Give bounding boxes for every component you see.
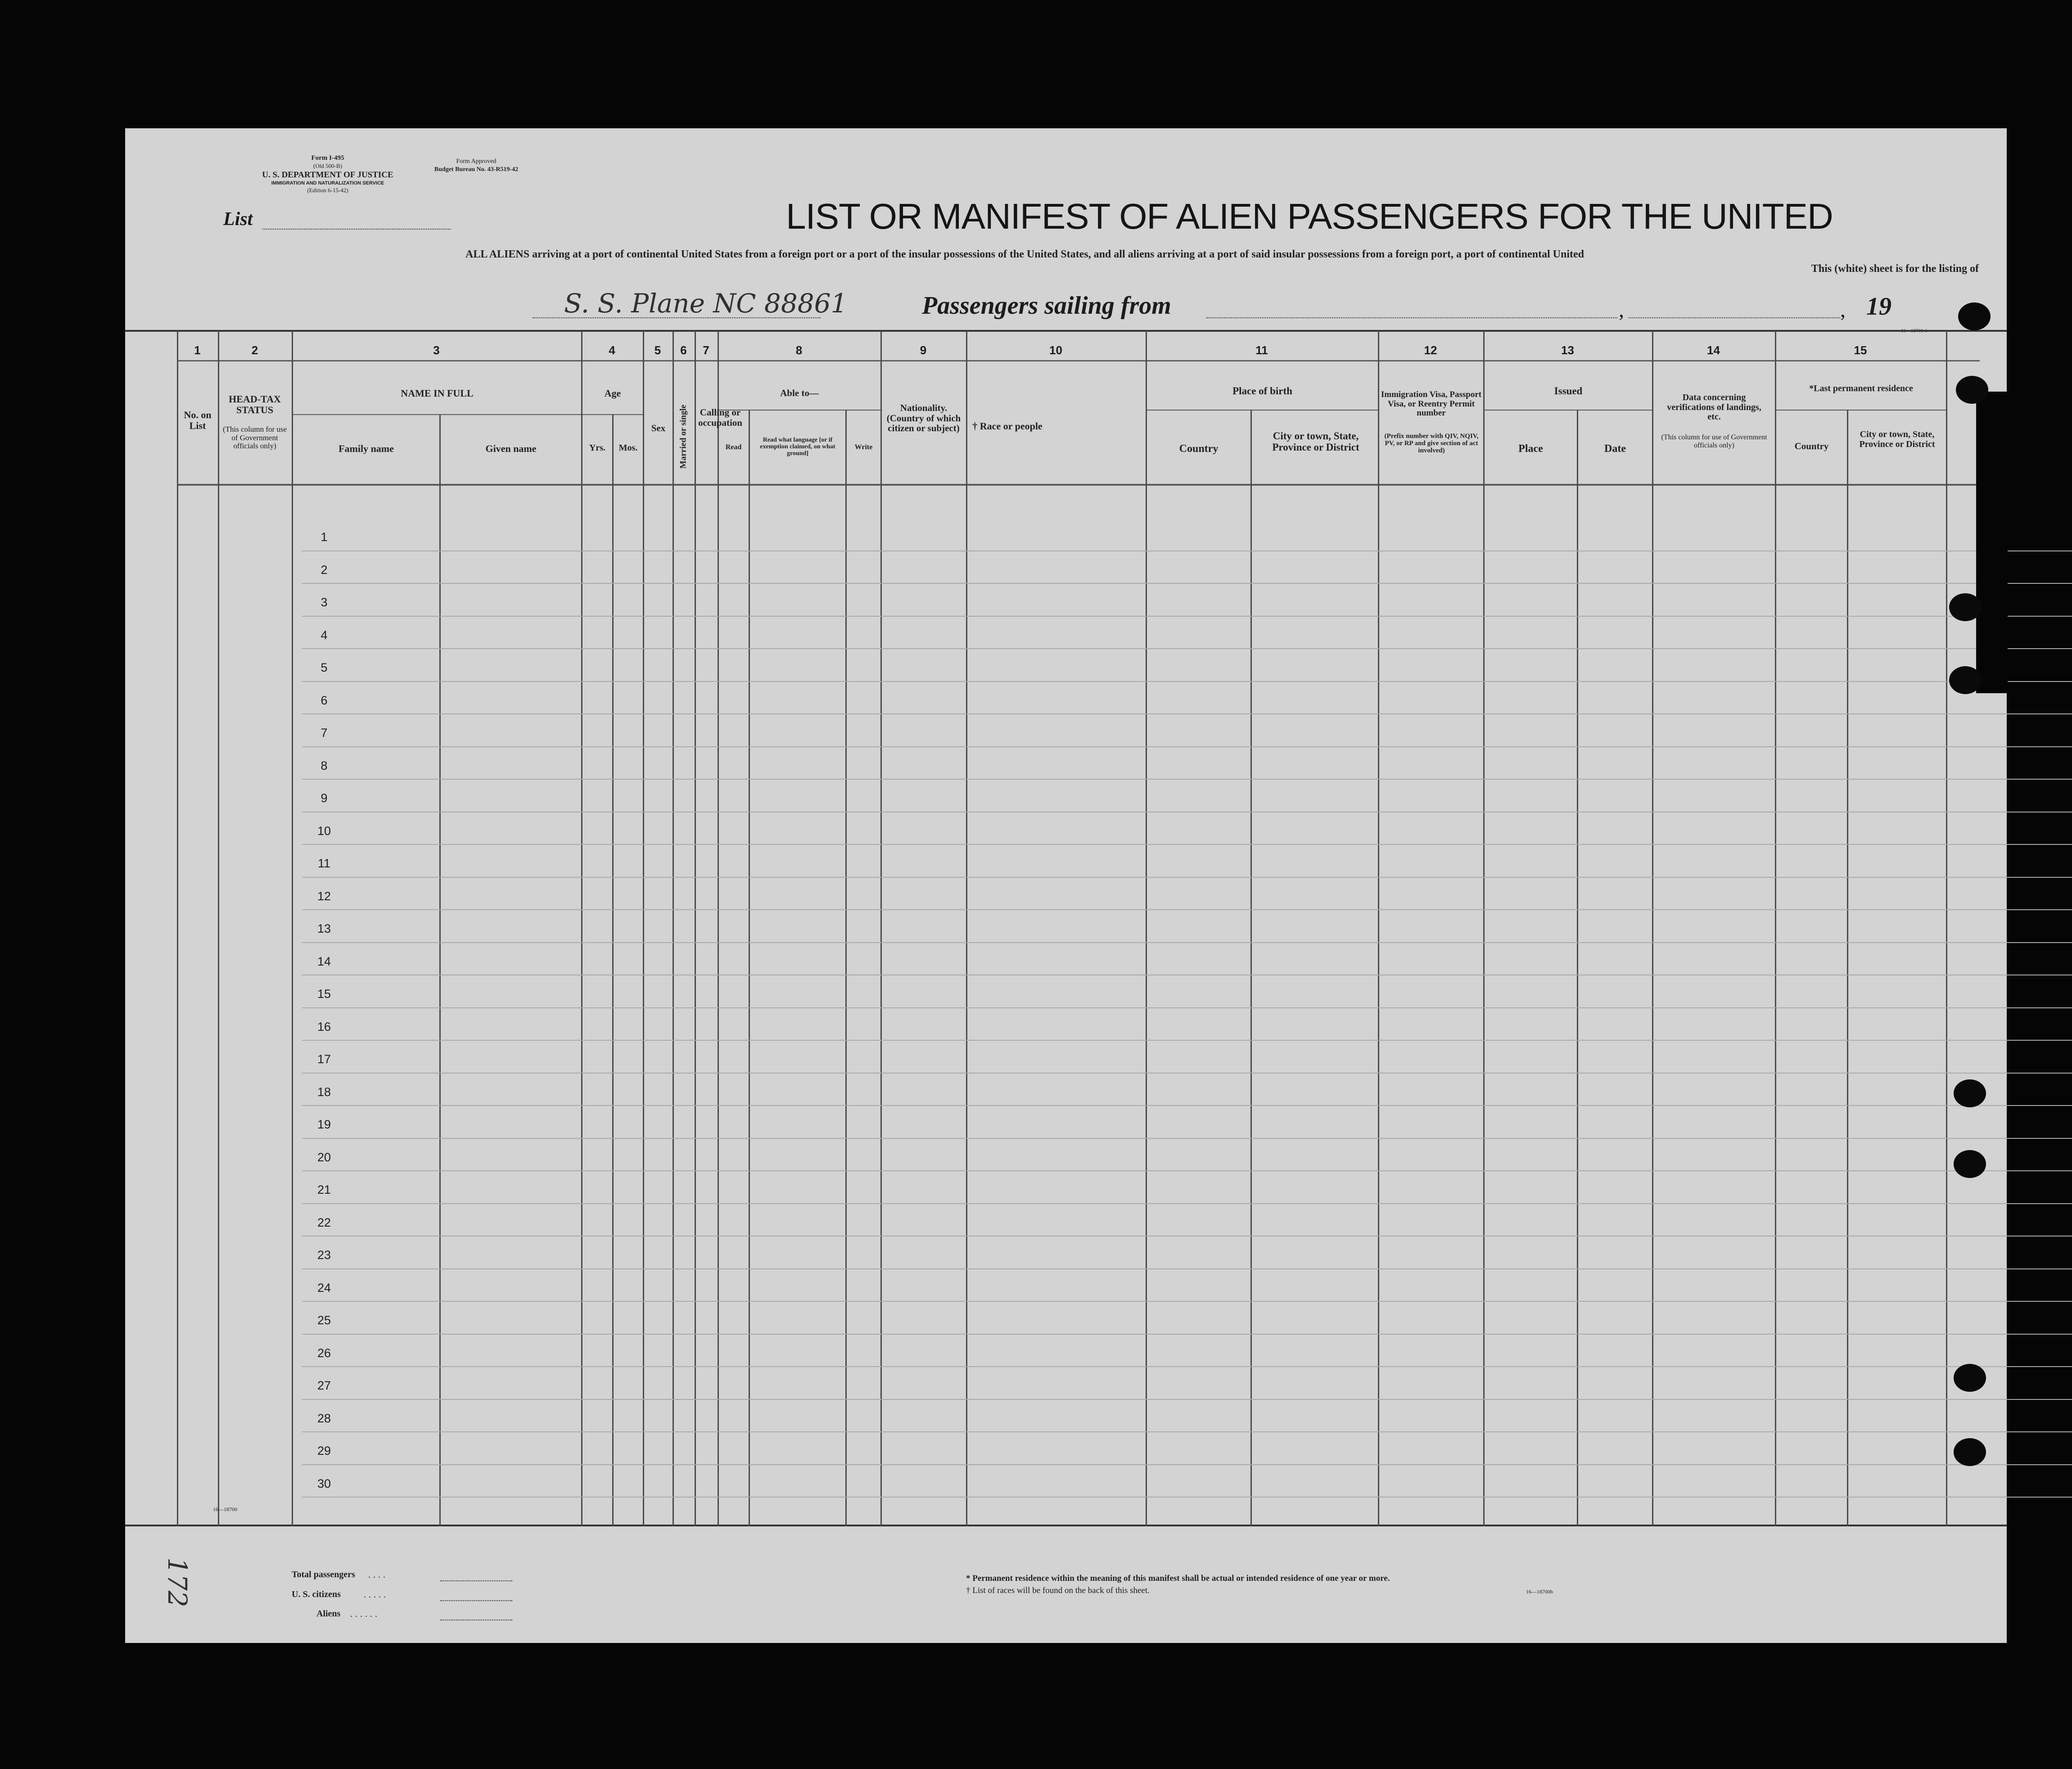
row-rule bbox=[302, 1170, 2072, 1171]
row-rule bbox=[302, 1366, 2072, 1367]
us-citizens-field[interactable] bbox=[440, 1600, 512, 1601]
row-number: 11 bbox=[317, 857, 331, 870]
budget-bureau: Budget Bureau No. 43-R519-42 bbox=[434, 166, 519, 173]
header-issued-place: Place bbox=[1518, 443, 1543, 455]
col-line bbox=[1775, 331, 1776, 1526]
row-rule bbox=[302, 583, 2072, 584]
year-prefix: 19 bbox=[1866, 293, 1891, 320]
header-bottom-rule bbox=[177, 484, 1980, 486]
header-mos: Mos. bbox=[618, 443, 638, 453]
row-rule bbox=[302, 1497, 2072, 1498]
col-line bbox=[1847, 410, 1848, 1526]
binder-hole bbox=[1958, 302, 1991, 330]
column-number-rule bbox=[177, 360, 1980, 361]
list-label: List bbox=[223, 209, 253, 230]
row-rule bbox=[302, 909, 2072, 910]
row-number: 18 bbox=[317, 1085, 331, 1099]
row-number: 10 bbox=[317, 824, 331, 838]
col-line bbox=[218, 331, 219, 1526]
row-rule bbox=[302, 1138, 2072, 1139]
sailing-label: Passengers sailing from bbox=[922, 292, 1171, 320]
row-number: 27 bbox=[317, 1379, 331, 1392]
us-citizens-dots: ..... bbox=[364, 1590, 388, 1600]
header-res-country: Country bbox=[1794, 441, 1829, 451]
us-citizens-label: U. S. citizens bbox=[292, 1589, 341, 1599]
binder-hole bbox=[1949, 666, 1982, 694]
form-approved: Form Approved bbox=[456, 158, 497, 165]
row-number: 25 bbox=[317, 1313, 331, 1327]
col-line bbox=[177, 331, 178, 1526]
footnote-residence: * Permanent residence within the meaning of this manifest shall be actual or intended residence of one year or more. bbox=[966, 1574, 1390, 1583]
header-birth-country: Country bbox=[1179, 443, 1219, 455]
total-passengers-label: Total passengers bbox=[292, 1570, 355, 1579]
name-sub-rule bbox=[293, 414, 581, 415]
header-issued-date: Date bbox=[1604, 443, 1626, 455]
header-family-name: Family name bbox=[339, 443, 394, 454]
row-rule bbox=[302, 681, 2072, 682]
row-rule bbox=[302, 648, 2072, 649]
row-number: 28 bbox=[317, 1412, 331, 1425]
header-issued: Issued bbox=[1554, 385, 1583, 397]
col-line bbox=[880, 331, 882, 1526]
header-race: † Race or people bbox=[972, 420, 1043, 432]
table-bottom-rule bbox=[125, 1525, 2007, 1526]
col-number-11: 11 bbox=[1255, 343, 1268, 357]
binder-hole bbox=[1949, 593, 1982, 621]
header-married: Married or single bbox=[678, 404, 688, 469]
row-number: 8 bbox=[321, 759, 328, 772]
col-number-10: 10 bbox=[1049, 343, 1062, 357]
header-calling: Calling or occupation bbox=[698, 407, 742, 428]
print-code-bottom: 16—18700 bbox=[213, 1506, 237, 1512]
service-name: IMMIGRATION AND NATURALIZATION SERVICE bbox=[271, 181, 384, 186]
header-able-to: Able to— bbox=[780, 388, 819, 398]
comma-2: , bbox=[1840, 298, 1846, 322]
row-number: 9 bbox=[321, 791, 328, 805]
issued-sub-rule bbox=[1485, 410, 1653, 411]
binder-hole bbox=[1956, 376, 1988, 404]
row-number: 14 bbox=[317, 955, 331, 968]
comma: , bbox=[1619, 298, 1624, 322]
col-number-2: 2 bbox=[251, 343, 258, 357]
col-line bbox=[718, 331, 719, 1526]
row-rule bbox=[302, 746, 2072, 747]
col-line bbox=[581, 331, 582, 1526]
row-number: 7 bbox=[321, 726, 328, 740]
col-number-5: 5 bbox=[654, 343, 661, 357]
binder-hole bbox=[1954, 1150, 1986, 1178]
binder-hole bbox=[1954, 1438, 1986, 1466]
col-line bbox=[612, 414, 614, 1526]
row-number: 1 bbox=[321, 530, 328, 544]
row-rule bbox=[302, 616, 2072, 617]
row-number: 21 bbox=[317, 1183, 331, 1196]
col-number-7: 7 bbox=[703, 343, 709, 357]
col-line bbox=[749, 410, 750, 1526]
row-number: 5 bbox=[321, 661, 328, 674]
row-rule bbox=[302, 1301, 2072, 1302]
row-rule bbox=[302, 1399, 2072, 1400]
row-rule bbox=[302, 1073, 2072, 1074]
row-rule bbox=[302, 1334, 2072, 1335]
header-visa: Immigration Visa, Passport Visa, or Reentry Permit number bbox=[1381, 390, 1482, 418]
col-line bbox=[1378, 331, 1379, 1526]
col-line bbox=[1946, 331, 1947, 1526]
header-given-name: Given name bbox=[485, 443, 537, 454]
aliens-dots: ...... bbox=[350, 1609, 380, 1619]
row-rule bbox=[302, 1007, 2072, 1008]
header-verifications-note: (This column for use of Government officials only) bbox=[1661, 433, 1767, 449]
row-number: 16 bbox=[317, 1020, 331, 1033]
row-number: 6 bbox=[321, 694, 328, 707]
header-visa-note: (Prefix number with QIV, NQIV, PV, or RP and give section of act involved) bbox=[1384, 433, 1479, 455]
total-passengers-field[interactable] bbox=[440, 1580, 512, 1581]
col-number-4: 4 bbox=[609, 343, 615, 357]
footnote-races: † List of races will be found on the back of this sheet. bbox=[966, 1586, 1150, 1595]
row-rule bbox=[302, 1431, 2072, 1432]
header-head-tax: HEAD-TAX STATUS bbox=[229, 393, 281, 415]
header-age: Age bbox=[604, 388, 621, 399]
row-rule bbox=[302, 1203, 2072, 1204]
row-number: 3 bbox=[321, 596, 328, 609]
header-read: Read bbox=[725, 443, 742, 451]
page-title: LIST OR MANIFEST OF ALIEN PASSENGERS FOR THE UNITED bbox=[786, 196, 1833, 236]
row-rule bbox=[302, 713, 2072, 714]
header-head-tax-note: (This column for use of Government officials only) bbox=[222, 425, 287, 451]
col-line bbox=[695, 331, 696, 1526]
page-number-handwritten: 172 bbox=[162, 1557, 193, 1607]
col-line bbox=[845, 410, 847, 1526]
row-number: 23 bbox=[317, 1248, 331, 1262]
birth-sub-rule bbox=[1147, 410, 1379, 411]
header-nationality: Nationality. (Country of which citizen or subject) bbox=[886, 402, 961, 434]
table-top-rule bbox=[125, 330, 2007, 332]
vessel-underline bbox=[533, 317, 821, 318]
row-rule bbox=[302, 1268, 2072, 1269]
col-line bbox=[439, 414, 441, 1526]
col-line bbox=[966, 331, 967, 1526]
row-rule bbox=[302, 844, 2072, 845]
col-number-9: 9 bbox=[920, 343, 927, 357]
subtitle-line-2: This (white) sheet is for the listing of bbox=[1811, 263, 1979, 275]
col-number-6: 6 bbox=[680, 343, 687, 357]
vessel-name[interactable]: S. S. Plane NC 88861 bbox=[564, 288, 848, 319]
row-number: 19 bbox=[317, 1118, 331, 1131]
header-res-city: City or town, State, Province or District bbox=[1859, 429, 1935, 449]
col-number-13: 13 bbox=[1561, 343, 1574, 357]
row-number: 20 bbox=[317, 1151, 331, 1164]
row-rule bbox=[302, 1464, 2072, 1465]
header-name-in-full: NAME IN FULL bbox=[401, 388, 474, 399]
header-verifications: Data concerning verifications of landings, etc. bbox=[1667, 393, 1761, 422]
row-rule bbox=[302, 1040, 2072, 1041]
col-number-14: 14 bbox=[1707, 343, 1720, 357]
header-write: Write bbox=[854, 443, 873, 451]
binder-hole bbox=[1954, 1364, 1986, 1392]
col-line bbox=[1146, 331, 1147, 1526]
binder-hole bbox=[1954, 1079, 1986, 1107]
row-number: 29 bbox=[317, 1444, 331, 1458]
row-number: 24 bbox=[317, 1281, 331, 1295]
col-number-1: 1 bbox=[194, 343, 201, 357]
col-line bbox=[1483, 331, 1485, 1526]
row-number: 17 bbox=[317, 1052, 331, 1066]
row-number: 12 bbox=[317, 889, 331, 903]
subtitle-line-1: ALL ALIENS arriving at a port of continental United States from a foreign port or a port of the insular possessions of the United States, and all aliens arriving at a port of said insular possessions from a foreign port, a port of continental United bbox=[465, 248, 1584, 260]
col-line bbox=[292, 331, 293, 1526]
om-number: (Old 500-B) bbox=[313, 162, 342, 169]
header-place-of-birth: Place of birth bbox=[1232, 385, 1292, 397]
row-number: 13 bbox=[317, 922, 331, 935]
total-passengers-dots: .... bbox=[368, 1570, 388, 1580]
col-number-3: 3 bbox=[433, 343, 440, 357]
print-code-footnote: 16—18700b bbox=[1526, 1588, 1553, 1595]
manifest-sheet bbox=[125, 128, 2007, 1643]
col-line bbox=[643, 331, 644, 1526]
header-yrs: Yrs. bbox=[589, 443, 606, 453]
row-number: 30 bbox=[317, 1477, 331, 1490]
col-line bbox=[673, 331, 674, 1526]
col-number-15: 15 bbox=[1854, 343, 1867, 357]
header-no-on-list: No. on List bbox=[184, 409, 212, 431]
header-birth-city: City or town, State, Province or District bbox=[1272, 430, 1359, 453]
form-number: Form I-495 bbox=[311, 154, 344, 162]
row-rule bbox=[302, 877, 2072, 878]
row-number: 22 bbox=[317, 1216, 331, 1229]
col-line bbox=[1250, 410, 1252, 1526]
sailing-date-field[interactable] bbox=[1629, 317, 1840, 318]
header-read-language: Read what language [or if exemption claimed, on what ground] bbox=[760, 437, 835, 457]
header-sex: Sex bbox=[651, 423, 666, 433]
row-rule bbox=[302, 942, 2072, 943]
list-number-field[interactable] bbox=[262, 228, 451, 230]
col-line bbox=[1652, 331, 1653, 1526]
row-rule bbox=[302, 779, 2072, 780]
row-number: 4 bbox=[321, 628, 328, 642]
sailing-port-field[interactable] bbox=[1206, 317, 1617, 318]
row-rule bbox=[302, 1105, 2072, 1106]
col-number-12: 12 bbox=[1424, 343, 1437, 357]
residence-sub-rule bbox=[1776, 410, 1947, 411]
torn-edge bbox=[1976, 392, 2008, 693]
row-number: 2 bbox=[321, 563, 328, 577]
department-name: U. S. DEPARTMENT OF JUSTICE bbox=[262, 170, 393, 180]
header-last-residence: *Last permanent residence bbox=[1809, 384, 1913, 393]
aliens-label: Aliens bbox=[316, 1609, 341, 1619]
edition-date: (Edition 6-15-42) bbox=[307, 187, 348, 194]
row-number: 15 bbox=[317, 987, 331, 1001]
col-number-8: 8 bbox=[795, 343, 803, 357]
row-number: 26 bbox=[317, 1346, 331, 1360]
col-line bbox=[1577, 410, 1578, 1526]
